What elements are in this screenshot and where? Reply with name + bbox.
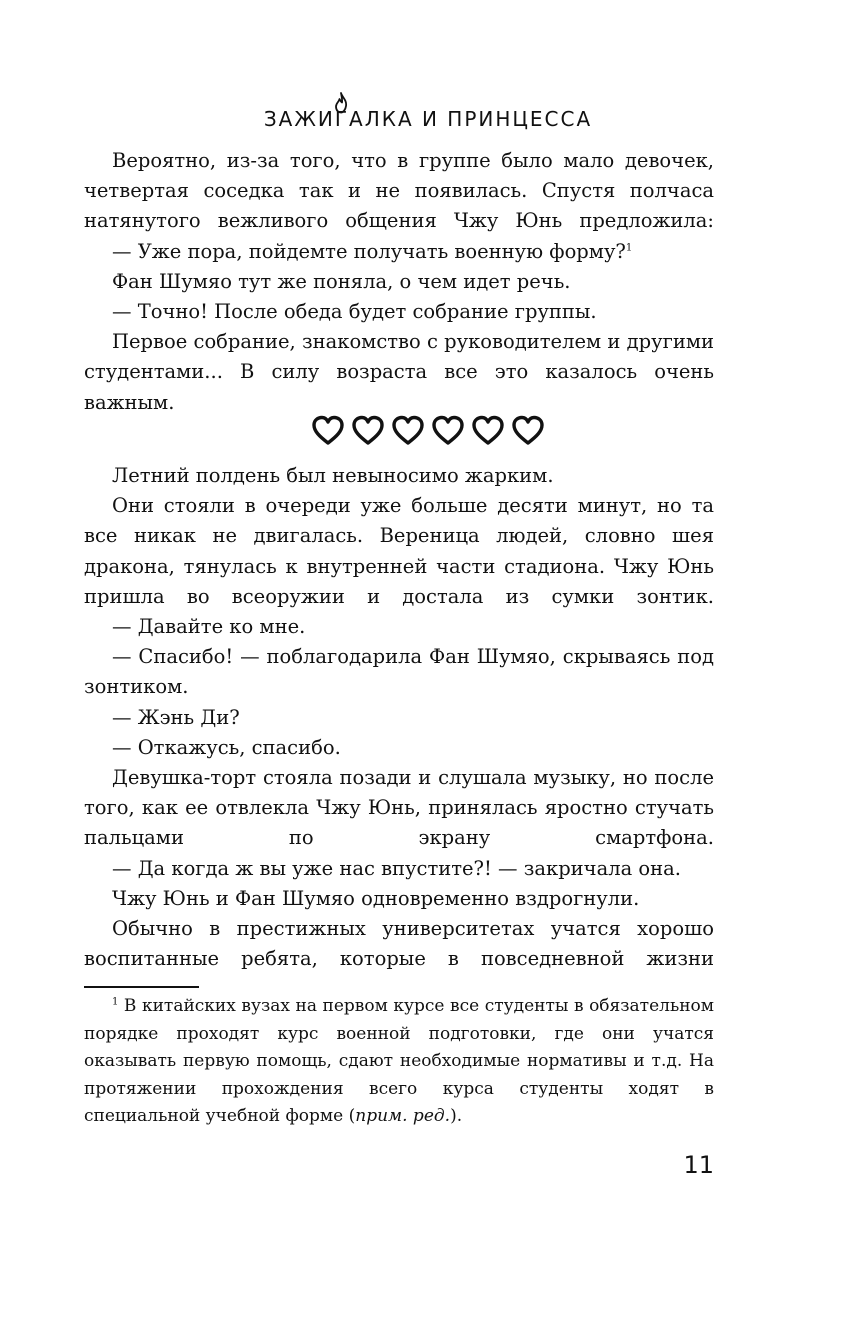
page-number: 11	[683, 1151, 714, 1179]
section-divider	[0, 414, 856, 454]
footnote-marker: 1	[625, 242, 633, 254]
footnote-rule	[84, 986, 199, 988]
footnote-editor-note: прим. ред.	[355, 1106, 451, 1127]
footnote-end: ).	[450, 1106, 463, 1127]
heart-outline-icon	[351, 414, 385, 448]
heart-outline-icon	[471, 414, 505, 448]
footnote-body: В китайских вузах на первом курсе все студенты в обязательном порядке проходят курс военной подготовки, где они учатся оказывать первую помощь, сдают необходимые нормативы и т.д. На протяжении прохождения всего курса студенты ходят в специальной учебной форме (	[84, 996, 714, 1127]
paragraph: — Жэнь Ди?	[112, 705, 240, 729]
heart-outline-icon	[311, 414, 345, 448]
footnote-text	[84, 993, 714, 1131]
paragraph: Чжу Юнь и Фан Шумяо одновременно вздрогнули.	[112, 886, 640, 910]
heart-outline-icon	[431, 414, 465, 448]
heart-outline-icon	[391, 414, 425, 448]
text-section-2	[84, 461, 714, 974]
paragraph: — Точно! После обеда будет собрание группы.	[112, 300, 597, 324]
paragraph: Вероятно, из-за того, что в группе было мало девочек, четвертая соседка так и не появилась. Спустя полчаса натянутого вежливого общения Чжу Юнь предложила:	[84, 149, 714, 233]
paragraph-with-footnote	[84, 237, 714, 267]
paragraph: — Да когда ж вы уже нас впустите?! — закричала она.	[112, 856, 681, 880]
paragraph: Первое собрание, знакомство с руководителем и другими студентами... В силу возраста все это казалось очень важным.	[84, 330, 714, 414]
paragraph: Девушка-торт стояла позади и слушала музыку, но после того, как ее отвлекла Чжу Юнь, принялась яростно стучать пальцами по экрану смартфона.	[84, 766, 714, 850]
paragraph-text: — Уже пора, пойдемте получать военную форму?	[112, 239, 626, 263]
paragraph: — Откажусь, спасибо.	[112, 735, 341, 759]
footnote-number: 1	[112, 996, 119, 1008]
text-section-1	[84, 146, 714, 418]
heart-outline-icon	[511, 414, 545, 448]
paragraph: Фан Шумяо тут же поняла, о чем идет речь.	[112, 269, 571, 293]
paragraph: Летний полдень был невыносимо жарким.	[112, 464, 554, 487]
footnote	[84, 993, 714, 1131]
paragraph: — Спасибо! — поблагодарила Фан Шумяо, скрываясь под зонтиком.	[84, 645, 714, 699]
paragraph: Обычно в престижных университетах учатся хорошо воспитанные ребята, которые в повседневной жизни	[84, 917, 714, 971]
running-head: ЗАЖИГАЛКА И ПРИНЦЕССА	[263, 107, 593, 131]
paragraph: — Давайте ко мне.	[112, 615, 306, 639]
flame-icon	[333, 92, 349, 114]
paragraph: Они стояли в очереди уже больше десяти минут, но та все никак не двигалась. Вереница людей, словно шея дракона, тянулась к внутренней части стадиона. Чжу Юнь пришла во всеоружии и достала из сумки зонтик.	[84, 494, 714, 608]
